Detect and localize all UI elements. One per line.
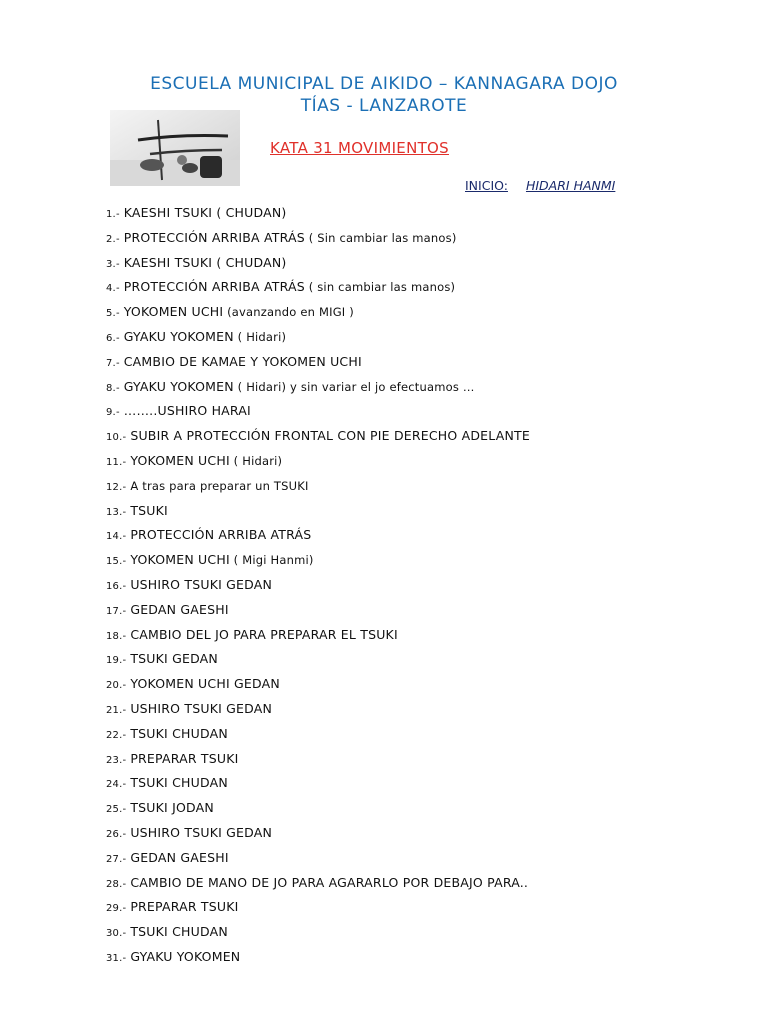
move-text: PREPARAR TSUKI — [130, 899, 239, 915]
move-number: 1.- — [106, 209, 120, 220]
school-title: ESCUELA MUNICIPAL DE AIKIDO – KANNAGARA DOJO — [150, 74, 618, 94]
move-text: YOKOMEN UCHI — [123, 304, 224, 320]
move-text: CAMBIO DE MANO DE JO PARA AGARARLO POR DEBAJO PARA.. — [130, 874, 529, 890]
list-item — [106, 474, 706, 499]
inicio-label: INICIO: — [465, 178, 508, 193]
move-number: 31.- — [106, 952, 127, 964]
movements-list — [106, 201, 706, 970]
move-number: 12.- — [106, 481, 127, 493]
list-item — [106, 300, 706, 325]
move-text: GYAKU YOKOMEN — [130, 948, 241, 964]
move-number: 21.- — [106, 704, 127, 716]
move-number: 22.- — [106, 729, 127, 741]
move-number: 15.- — [106, 556, 127, 568]
move-text: TSUKI JODAN — [130, 800, 214, 816]
move-note: ( Sin cambiar las manos) — [304, 230, 457, 245]
list-item — [106, 920, 706, 945]
list-item — [106, 523, 706, 548]
move-text: CAMBIO DE KAMAE Y YOKOMEN UCHI — [123, 353, 362, 369]
inicio-line — [465, 178, 615, 193]
move-number: 4.- — [106, 283, 120, 295]
list-item — [106, 623, 706, 648]
move-number: 16.- — [106, 580, 127, 592]
list-item — [106, 275, 706, 300]
list-item — [106, 573, 706, 598]
move-note: ( Hidari) — [229, 453, 283, 468]
list-item — [106, 871, 706, 896]
move-text: YOKOMEN UCHI GEDAN — [130, 676, 280, 692]
list-item — [106, 697, 706, 722]
list-item — [106, 449, 706, 474]
kata-title: KATA 31 MOVIMIENTOS — [270, 139, 449, 157]
list-item — [106, 201, 706, 226]
move-number: 29.- — [106, 903, 127, 915]
move-text: USHIRO TSUKI GEDAN — [130, 700, 273, 716]
move-note: (avanzando en MIGI ) — [223, 305, 354, 320]
move-text: PROTECCIÓN ARRIBA ATRÁS — [123, 229, 305, 245]
move-text: YOKOMEN UCHI — [130, 452, 230, 468]
move-text: TSUKI CHUDAN — [130, 775, 228, 791]
list-item — [106, 375, 706, 400]
move-number: 25.- — [106, 804, 127, 816]
school-location: TÍAS - LANZAROTE — [300, 96, 468, 116]
move-number: 19.- — [106, 655, 127, 667]
move-note: ( Hidari) — [233, 329, 287, 344]
list-item — [106, 548, 706, 573]
move-number: 18.- — [106, 630, 127, 642]
move-text: PROTECCIÓN ARRIBA ATRÁS — [123, 279, 305, 295]
move-number: 9.- — [106, 407, 120, 419]
move-number: 24.- — [106, 779, 127, 791]
move-note: ( sin cambiar las manos) — [304, 280, 456, 295]
move-text: USHIRO TSUKI GEDAN — [130, 576, 273, 592]
move-number: 11.- — [106, 456, 127, 468]
move-text: GEDAN GAESHI — [130, 849, 229, 865]
list-item — [106, 722, 706, 747]
move-number: 3.- — [106, 258, 120, 270]
move-text: CAMBIO DEL JO PARA PREPARAR EL TSUKI — [130, 626, 398, 642]
move-number: 14.- — [106, 531, 127, 543]
list-item — [106, 226, 706, 251]
move-number: 7.- — [106, 357, 120, 369]
move-number: 5.- — [106, 308, 120, 320]
move-text: USHIRO TSUKI GEDAN — [130, 824, 273, 840]
move-number: 2.- — [106, 233, 120, 245]
move-number: 20.- — [106, 680, 127, 692]
list-item — [106, 895, 706, 920]
list-item — [106, 672, 706, 697]
move-text: GEDAN GAESHI — [130, 601, 229, 617]
move-text: GYAKU YOKOMEN — [123, 378, 234, 394]
inicio-value: HIDARI HANMI — [525, 178, 616, 193]
list-item — [106, 399, 706, 424]
list-item — [106, 821, 706, 846]
move-number: 30.- — [106, 928, 127, 940]
move-number: 17.- — [106, 605, 127, 617]
list-item — [106, 325, 706, 350]
move-number: 6.- — [106, 332, 120, 344]
move-number: 26.- — [106, 828, 127, 840]
move-text: ……..USHIRO HARAI — [123, 403, 251, 419]
list-item — [106, 647, 706, 672]
list-item — [106, 771, 706, 796]
list-item — [106, 846, 706, 871]
move-text: TSUKI — [130, 502, 168, 518]
move-text: TSUKI CHUDAN — [130, 725, 228, 741]
list-item — [106, 796, 706, 821]
move-text: KAESHI TSUKI ( CHUDAN) — [123, 254, 287, 270]
move-number: 10.- — [106, 432, 127, 444]
list-item — [106, 499, 706, 524]
move-number: 28.- — [106, 878, 127, 890]
move-note: ( Hidari) y sin variar el jo efectuamos … — [233, 379, 475, 394]
list-item — [106, 251, 706, 276]
move-number: 27.- — [106, 853, 127, 865]
move-text: SUBIR A PROTECCIÓN FRONTAL CON PIE DERECHO ADELANTE — [130, 428, 530, 444]
move-number: 23.- — [106, 754, 127, 766]
move-note: A tras para preparar un TSUKI — [130, 478, 309, 493]
move-text: PROTECCIÓN ARRIBA ATRÁS — [130, 527, 312, 543]
move-text: TSUKI GEDAN — [130, 651, 218, 667]
katana-logo-image — [110, 110, 240, 186]
move-note: ( Migi Hanmi) — [229, 553, 314, 568]
move-number: 8.- — [106, 382, 120, 394]
move-text: TSUKI CHUDAN — [130, 924, 228, 940]
move-text: GYAKU YOKOMEN — [123, 328, 234, 344]
move-number: 13.- — [106, 506, 127, 518]
move-text: YOKOMEN UCHI — [130, 552, 230, 568]
list-item — [106, 350, 706, 375]
list-item — [106, 598, 706, 623]
move-text: PREPARAR TSUKI — [130, 750, 239, 766]
list-item — [106, 945, 706, 970]
move-text: KAESHI TSUKI ( CHUDAN) — [123, 205, 287, 220]
list-item — [106, 424, 706, 449]
list-item — [106, 747, 706, 772]
